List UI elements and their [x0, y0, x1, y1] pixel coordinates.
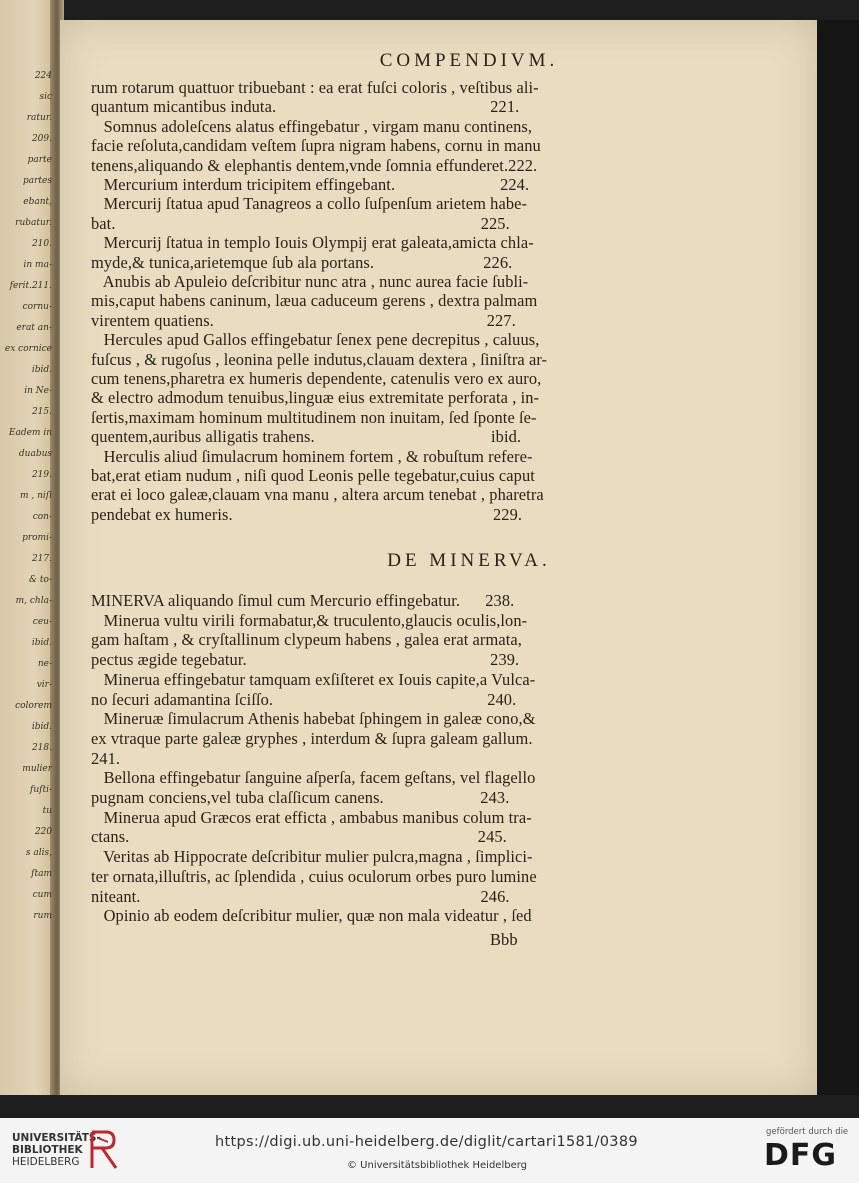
margin-note: ex cornice: [4, 344, 52, 354]
margin-note: mulier: [22, 764, 52, 774]
text-line: & electro admodum tenuibus,linguæ eius extremitate perforata , in-: [91, 388, 540, 408]
margin-note: erat an-: [16, 323, 52, 333]
margin-note: in ma-: [23, 260, 52, 270]
margin-note: ne-: [37, 659, 52, 669]
footer-bar: [0, 1118, 859, 1183]
logo-line-3: HEIDELBERG: [12, 1156, 80, 1168]
text-line: bat. 225.: [91, 213, 510, 233]
text-line: Somnus adoleſcens alatus effingebatur , virgam manu continens,: [91, 116, 533, 136]
text-line: mis,caput habens caninum, læua caduceum gerens , dextra palmam: [91, 291, 538, 311]
text-line: MINERVA aliquando ſimul cum Mercurio effingebatur. 238.: [91, 591, 515, 610]
permalink-url[interactable]: https://digi.ub.uni-heidelberg.de/diglit/cartari1581/0389: [215, 1134, 638, 1150]
text-line: quentem,auribus alligatis trahens. ibid.: [91, 427, 522, 447]
text-line: Minerua effingebatur tamquam exſiſteret ex Iouis capite,a Vulca-: [91, 669, 536, 689]
margin-note: ceu-: [32, 617, 52, 627]
text-line: Herculis aliud ſimulacrum hominem fortem , & robuſtum refere-: [91, 446, 533, 466]
margin-note: colorem: [15, 701, 52, 711]
funded-by-label: gefördert durch die: [766, 1127, 849, 1137]
margin-note: cum: [32, 890, 52, 900]
text-line: ctans. 245.: [91, 827, 507, 847]
text-line: erat ei loco galeæ,clauam vna manu , altera arcum tenebat , pharetra: [91, 485, 544, 505]
text-line: bat,erat etiam nudum , niſi quod Leonis pelle tegebatur,cuius caput: [91, 466, 535, 485]
margin-note: parte: [27, 155, 52, 165]
signature-mark: Bbb: [490, 930, 518, 949]
text-line: Mercurij ſtatua apud Tanagreos a collo ſuſpenſum arietem habe-: [91, 194, 528, 214]
margin-note: 217.: [31, 554, 52, 564]
text-line: Anubis ab Apuleio deſcribitur nunc atra , nunc aurea facie ſubli-: [91, 272, 529, 291]
margin-note: rum: [33, 911, 52, 921]
margin-note: 209.: [31, 134, 52, 144]
text-line: pugnam conciens,vel tuba claſſicum canens. 243.: [91, 788, 510, 807]
book-page: [60, 20, 817, 1095]
text-line: pendebat ex humeris. 229.: [91, 504, 523, 524]
text-line: cum tenens,pharetra ex humeris dependente, catenulis vero ex auro,: [91, 369, 542, 388]
margin-note: tu: [42, 806, 52, 816]
text-line: rum rotarum quattuor tribuebant : ea erat fuſci coloris , veſtibus ali-: [91, 78, 539, 97]
margin-note: ebant,: [23, 197, 52, 207]
text-line: ex vtraque parte galeæ gryphes , interdum & ſupra galeam gallum.: [91, 728, 533, 748]
margin-note: & to-: [29, 575, 52, 585]
margin-note: ſtam: [31, 869, 52, 879]
margin-note: Eadem in: [8, 428, 52, 438]
dfg-logo[interactable]: DFG: [764, 1138, 838, 1173]
text-line: gam haſtam , & cryſtallinum clypeum habens , galea erat armata,: [91, 630, 522, 650]
margin-note: con-: [32, 512, 52, 522]
logo-line-1: UNIVERSITÄTS-: [12, 1132, 101, 1144]
margin-note: 224: [34, 71, 52, 81]
text-line: myde,& tunica,arietemque ſub ala portans. 226.: [91, 252, 513, 272]
text-line: Mercurij ſtatua in templo Iouis Olympij erat galeata,amicta chla-: [91, 233, 534, 253]
margin-note: in Ne-: [24, 386, 52, 396]
text-line: Mineruæ ſimulacrum Athenis habebat ſphingem in galeæ cono,&: [91, 709, 536, 729]
margin-note: promi-: [22, 533, 52, 543]
margin-note: sic: [39, 92, 52, 102]
text-line: ſertis,maximam hominum multitudinem non inuitam, ſed ſponte ſe-: [91, 407, 537, 427]
text-line: Minerua apud Græcos erat efficta , ambabus manibus colum tra-: [91, 807, 532, 827]
page-right-edge: [817, 20, 859, 1095]
margin-note: ferit.211.: [9, 281, 52, 291]
margin-note: partes: [23, 176, 52, 186]
text-line: Minerua vultu virili formabatur,& truculento,glaucis oculis,lon-: [91, 610, 528, 630]
margin-note: s alis,: [25, 848, 52, 858]
text-line: Veritas ab Hippocrate deſcribitur mulier pulcra,magna , ſimplici-: [91, 847, 533, 867]
margin-note: vir-: [36, 680, 52, 690]
margin-note: duabus: [18, 449, 52, 459]
text-line: ter ornata,illuſtris, ac ſplendida , cuius oculorum orbes puro lumine: [91, 866, 537, 886]
margin-note: m , niſi: [19, 491, 52, 501]
text-line: quantum micantibus induta. 221.: [91, 97, 520, 117]
text-line: 241.: [91, 748, 121, 768]
text-line: virentem quatiens. 227.: [91, 310, 516, 330]
section-heading: DE MINERVA.: [387, 550, 551, 571]
margin-note: ibid.: [31, 365, 52, 375]
margin-note: fuſti-: [30, 785, 52, 795]
text-line: Mercurium interdum tricipitem effingebant. 224.: [91, 175, 530, 194]
text-line: Bellona effingebatur ſanguine aſperſa, facem geſtans, vel flagello: [91, 768, 536, 788]
margin-note: 218.: [31, 743, 52, 753]
margin-note: m, chla-: [15, 596, 52, 606]
text-line: pectus ægide tegebatur. 239.: [91, 650, 520, 670]
margin-note: 219.: [31, 470, 52, 480]
text-line: niteant. 246.: [91, 886, 510, 906]
text-line: fuſcus , & rugoſus , leonina pelle indutus,clauam dextera , ſiniſtra ar-: [91, 349, 548, 369]
copyright-notice: © Universitätsbibliothek Heidelberg: [347, 1160, 528, 1171]
margin-note: 220: [34, 827, 52, 837]
logo-line-2: BIBLIOTHEK: [12, 1144, 83, 1156]
margin-note: ratur.: [26, 113, 52, 123]
margin-note: ibid.: [31, 638, 52, 648]
margin-note: rubatur.: [15, 218, 52, 228]
margin-note: cornu-: [22, 302, 52, 312]
margin-note: ibid.: [31, 722, 52, 732]
running-head: COMPENDIVM.: [379, 50, 559, 71]
text-line: Hercules apud Gallos effingebatur ſenex pene decrepitus , caluus,: [91, 330, 540, 350]
text-line: facie reſoluta,candidam veſtem ſupra nigram habens, cornu in manu: [91, 136, 541, 156]
margin-note: 210.: [31, 239, 52, 249]
text-line: Opinio ab eodem deſcribitur mulier, quæ non mala videatur , ſed: [91, 906, 532, 926]
margin-note: 215.: [31, 407, 52, 417]
text-line: tenens,aliquando & elephantis dentem,vnde ſomnia effunderet.222.: [91, 155, 538, 175]
text-line: no ſecuri adamantina ſciſſo. 240.: [91, 689, 517, 709]
university-logo-icon[interactable]: [88, 1128, 120, 1172]
